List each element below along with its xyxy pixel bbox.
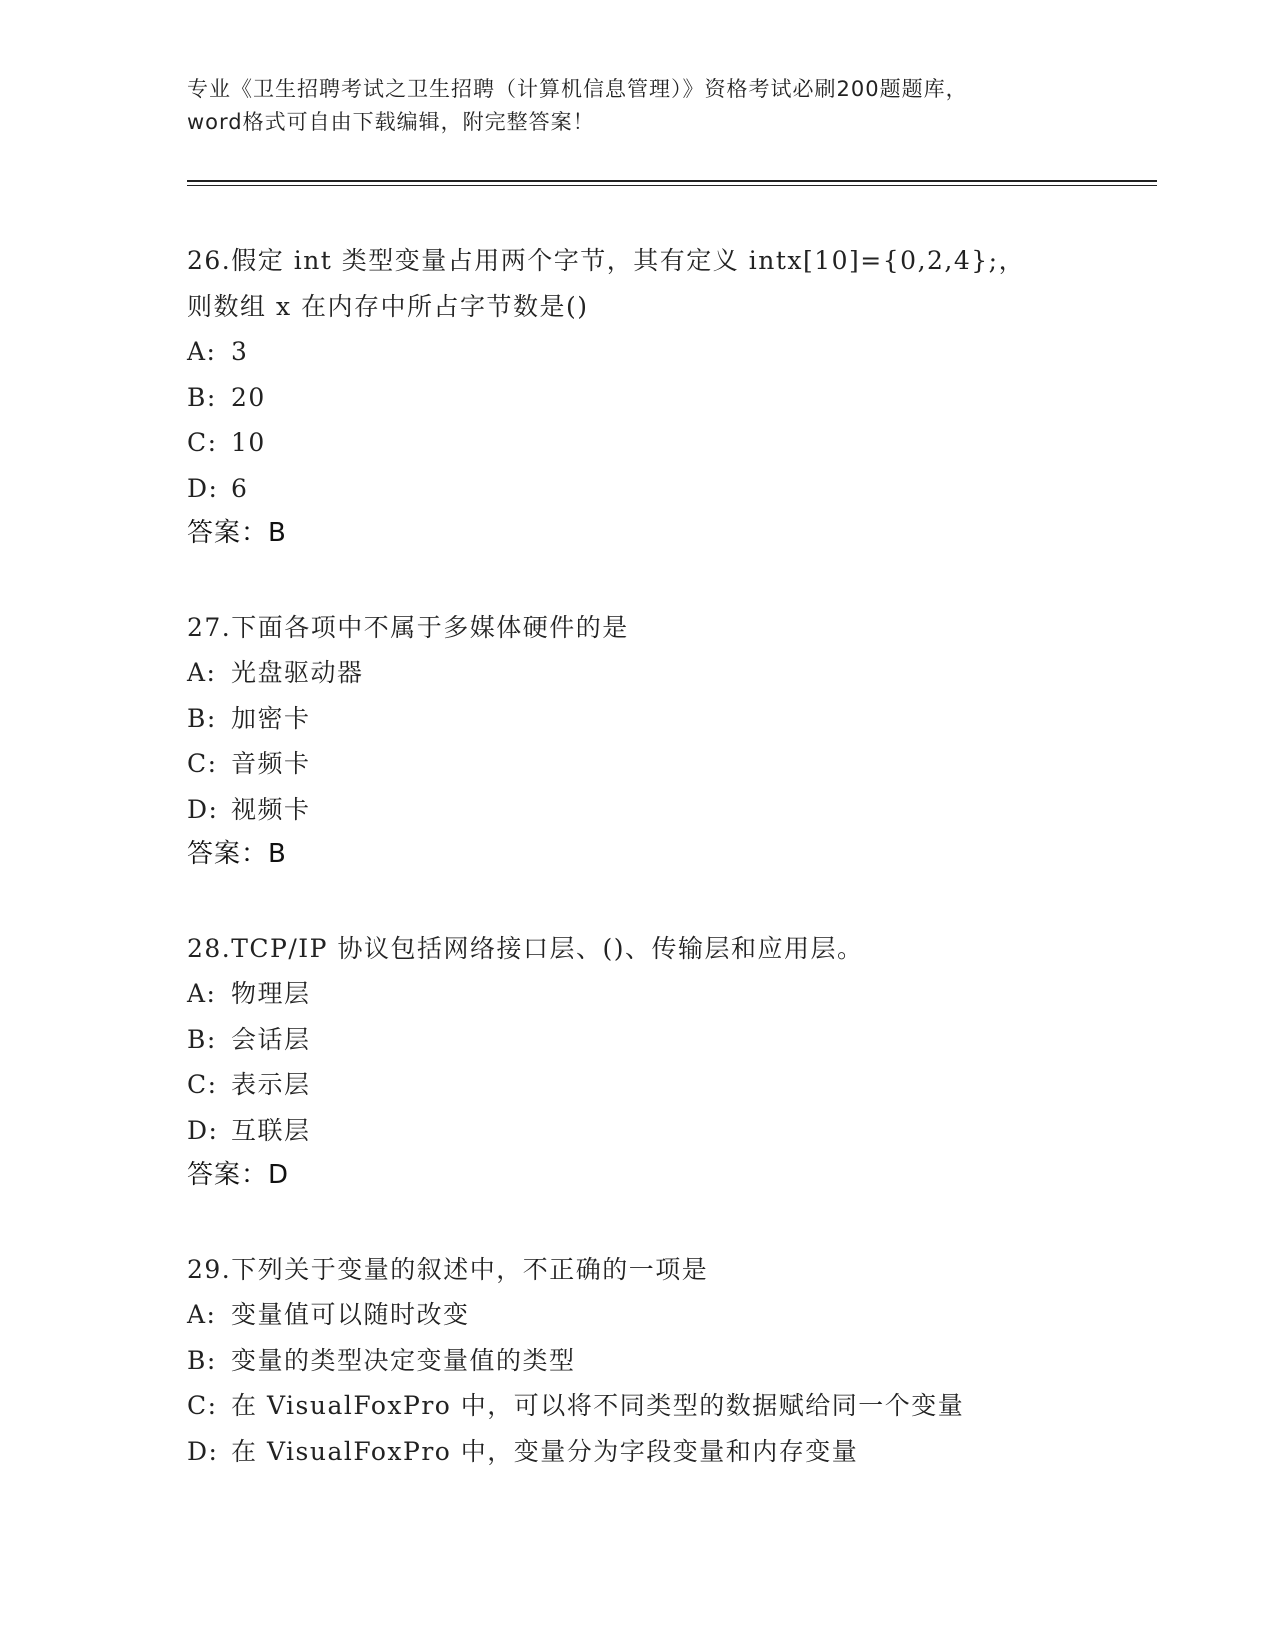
option-key: C: xyxy=(187,428,218,457)
question-block xyxy=(187,238,1157,557)
option-key: A: xyxy=(187,1300,217,1329)
option-key: B: xyxy=(187,1345,217,1375)
question-text: 29.下列关于变量的叙述中，不正确的一项是 xyxy=(187,1254,709,1284)
question-block xyxy=(187,605,1157,878)
option-text: 变量值可以随时改变 xyxy=(231,1300,470,1329)
option-text: 互联层 xyxy=(231,1115,311,1145)
option-text: 加密卡 xyxy=(231,703,311,733)
option-text: 物理层 xyxy=(231,979,311,1008)
option-item xyxy=(187,1338,1157,1384)
option-item xyxy=(187,466,1157,512)
option-key: A: xyxy=(187,337,217,366)
answer-text: 答案：D xyxy=(187,1160,290,1190)
option-key: D: xyxy=(187,794,219,824)
option-item xyxy=(187,1017,1157,1063)
option-text: 在 VisualFoxPro 中，变量分为字段变量和内存变量 xyxy=(231,1436,859,1466)
option-item xyxy=(187,1383,1157,1429)
option-item xyxy=(187,1108,1157,1154)
option-item xyxy=(187,741,1157,787)
document-page xyxy=(187,0,1157,1522)
option-text: 20 xyxy=(231,382,266,412)
header-line-2: word格式可自由下载编辑，附完整答案！ xyxy=(187,110,595,134)
option-key: C: xyxy=(187,1070,218,1099)
option-key: B: xyxy=(187,703,217,733)
question-text: 28.TCP/IP 协议包括网络接口层、()、传输层和应用层。 xyxy=(187,933,864,963)
header-divider xyxy=(187,180,1157,186)
option-text: 光盘驱动器 xyxy=(231,658,364,687)
option-key: B: xyxy=(187,382,217,412)
option-text: 音频卡 xyxy=(231,749,311,778)
option-key: D: xyxy=(187,473,219,503)
option-key: B: xyxy=(187,1024,217,1054)
question-text: 26.假定 int 类型变量占用两个字节，其有定义 intx[10]={0,2,4};， xyxy=(187,246,1026,275)
question-text: 则数组 x 在内存中所占字节数是() xyxy=(187,291,589,321)
option-text: 6 xyxy=(231,473,249,503)
option-item xyxy=(187,420,1157,466)
question-block xyxy=(187,1247,1157,1475)
option-text: 视频卡 xyxy=(231,794,311,824)
option-text: 变量的类型决定变量值的类型 xyxy=(231,1345,576,1375)
option-text: 3 xyxy=(231,337,249,366)
option-item xyxy=(187,1429,1157,1475)
document-header xyxy=(187,73,1157,139)
option-item xyxy=(187,1292,1157,1338)
option-text: 会话层 xyxy=(231,1024,311,1054)
answer-text: 答案：B xyxy=(187,839,287,869)
option-key: C: xyxy=(187,749,218,778)
answer-text: 答案：B xyxy=(187,518,287,548)
option-key: A: xyxy=(187,658,217,687)
header-line-1: 专业《卫生招聘考试之卫生招聘（计算机信息管理）》资格考试必刷200题题库， xyxy=(187,77,968,101)
option-text: 10 xyxy=(231,428,266,457)
option-item xyxy=(187,696,1157,742)
option-key: D: xyxy=(187,1436,219,1466)
option-item xyxy=(187,971,1157,1017)
option-key: D: xyxy=(187,1115,219,1145)
option-item xyxy=(187,1062,1157,1108)
option-item xyxy=(187,375,1157,421)
question-list xyxy=(187,238,1157,1474)
option-key: A: xyxy=(187,979,217,1008)
option-text: 在 VisualFoxPro 中，可以将不同类型的数据赋给同一个变量 xyxy=(231,1391,965,1420)
question-block xyxy=(187,926,1157,1199)
option-item xyxy=(187,650,1157,696)
option-item xyxy=(187,787,1157,833)
option-item xyxy=(187,329,1157,375)
question-text: 27.下面各项中不属于多媒体硬件的是 xyxy=(187,612,629,642)
option-key: C: xyxy=(187,1391,218,1420)
option-text: 表示层 xyxy=(231,1070,311,1099)
